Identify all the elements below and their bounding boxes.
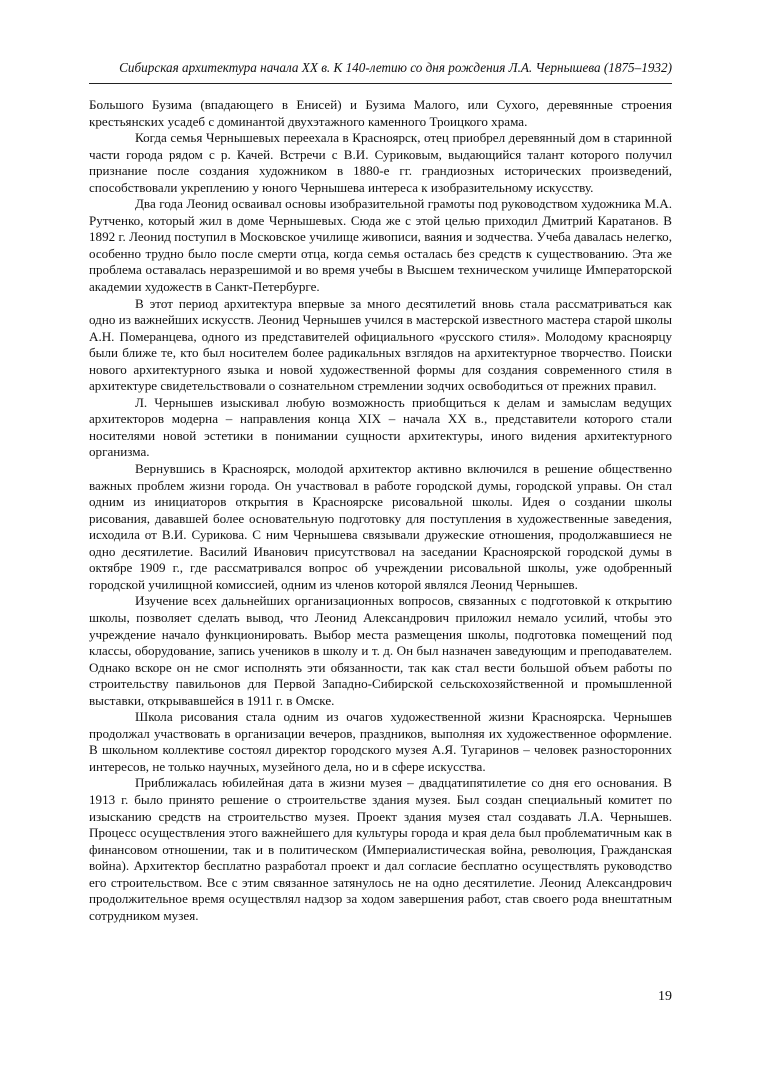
paragraph: Два года Леонид осваивал основы изобразительной грамоты под руководством художника М.А. Рутченко, который жил в доме Чернышевых. Сюда же с этой целью приходил Дмитрий Каратанов. В 1892 г. Леонид поступил в Московское училище живописи, ваяния и зодчества. Учеба давалась нелегко, особенно трудно было после смерти отца, когда семья осталась без средств к существованию. Эта же проблема оставалась неразрешимой и во время учебы в Высшем техническом училище Императорской академии художеств в Санкт-Петербурге. [89,196,672,295]
paragraph: Изучение всех дальнейших организационных вопросов, связанных с подготовкой к открытию школы, позволяет сделать вывод, что Леонид Александрович приложил немало усилий, чтобы это учреждение начало функционировать. Выбор места размещения школы, подготовка помещений под классы, оборудование, запись учеников в школу и т. д. Он был назначен заведующим и преподавателем. Однако вскоре он не смог исполнять эти обязанности, так как стал вести большой объем работы по строительству павильонов для Первой Западно-Сибирской сельскохозяйственной и промышленной выставки, открывавшейся в 1911 г. в Омске. [89,593,672,708]
header-rule [89,83,672,84]
body-text [89,97,672,924]
paragraph: Вернувшись в Красноярск, молодой архитектор активно включился в решение общественно важных проблем жизни города. Он участвовал в работе городской думы, городской управы. Он стал одним из инициаторов открытия в Красноярске рисовальной школы. Идея о создании школы рисования, дававшей более основательную подготовку для поступления в художественные заведения, исходила от В.И. Сурикова. С ним Чернышева связывали дружеские отношения, продолжавшиеся не одно десятилетие. Василий Иванович присутствовал на заседании Красноярской городской думы в октябре 1909 г., где рассматривался вопрос об учреждении рисовальной школы, уже одобренный городской училищной комиссией, одним из членов которой являлся Леонид Чернышев. [89,461,672,592]
page-number: 19 [658,989,672,1004]
paragraph: Приближалась юбилейная дата в жизни музея – двадцатипятилетие со дня его основания. В 1913 г. было принято решение о строительстве здания музея. Был создан специальный комитет по изысканию средств на строительство музея. Проект здания музея стал создавать Л.А. Чернышев. Процесс осуществления этого важнейшего для культуры города и края дела был проблематичным как в финансовом отношении, так и в политическом (Империалистическая война, революция, Гражданская война). Архитектор бесплатно разработал проект и дал согласие бесплатно осуществлять руководство его строительством. Все с этим связанное затянулось не на одно десятилетие. Леонид Александрович продолжительное время осуществлял надзор за ходом завершения работ, став своего рода внештатным сотрудником музея. [89,775,672,923]
paragraph-continued: Большого Бузима (впадающего в Енисей) и Бузима Малого, или Сухого, деревянные строения крестьянских усадеб с доминантой двухэтажного каменного Троицкого храма. [89,97,672,129]
running-head: Сибирская архитектура начала XX в. К 140-летию со дня рождения Л.А. Чернышева (1875–1932) [119,60,672,75]
paragraph: Л. Чернышев изыскивал любую возможность приобщиться к делам и замыслам ведущих архитекторов модерна – направления конца XIX – начала XX в., представители которого стали носителями новой эстетики в понимании сущности архитектуры, иного видения архитектурного организма. [89,394,672,460]
paragraph: В этот период архитектура впервые за много десятилетий вновь стала рассматриваться как одно из важнейших искусств. Леонид Чернышев учился в мастерской известного мастера старой школы А.Н. Померанцева, одного из представителей официального «русского стиля». Молодому красноярцу были ближе те, кто был носителем более радикальных взглядов на архитектурное творчество. Поиски нового архитектурного языка и новой художественной формы для создания современного стиля в архитектуре свидетельствовали о сознательном стремлении зодчих освободиться от прежних правил. [89,295,672,394]
paragraph: Когда семья Чернышевых переехала в Красноярск, отец приобрел деревянный дом в старинной части города рядом с р. Качей. Встречи с В.И. Суриковым, выдающийся талант которого получил признание после создания художником в 1880-е гг. грандиозных исторических произведений, способствовали укреплению у юного Чернышева интереса к изобразительному искусству. [89,130,672,195]
paragraph: Школа рисования стала одним из очагов художественной жизни Красноярска. Чернышев продолжал участвовать в организации вечеров, праздников, выполняя их художественное оформление. В школьном коллективе состоял директор городского музея А.Я. Тугаринов – человек разносторонних интересов, не только научных, музейного дела, но и в сфере искусства. [89,709,672,774]
